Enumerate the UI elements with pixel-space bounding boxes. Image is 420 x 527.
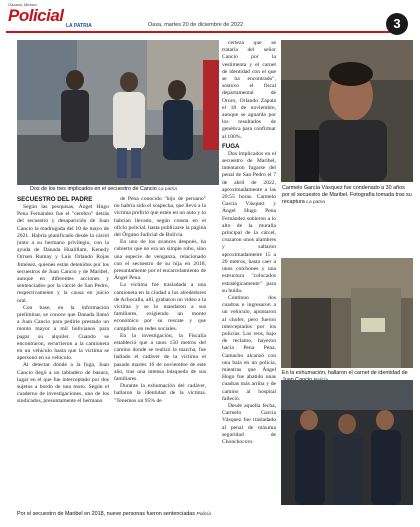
dateline: Oaxa, martes 20 de diciembre de 2022	[148, 22, 244, 28]
paragraph: certeza que se trataría del señor Cancio por la vestimenta y el carnet de identidad con el que se ha encontrado", sostuvo el fiscal departamental de Oruro, Orlando Zapata el 18 de noviembre, aunque se aguarda por los resultados de genética para confirmar al 100%.	[222, 40, 276, 140]
caption-text: Por el secuestro de Maribel en 2018, nueve personas fueron sentenciadas	[17, 511, 196, 517]
caption-bottom	[17, 511, 412, 518]
section-heading: SECUESTRO DEL PADRE	[17, 196, 93, 203]
caption-text: Carmelo García Vásquez fue condenado a 30 años por el secuestro de Maribel. Fotografía tomada tras su recaptura	[282, 185, 412, 205]
article-column-2	[114, 196, 206, 508]
paragraph: En uno de los avances después, ha cubierto que no era un simple robo, sino una especie de venganza, relacionado con el secuestro de su hija en 2018, presuntamente por el encarcelamiento de Ángel Pena.	[114, 239, 206, 282]
caption-text: En la exhumación, hallaron el carnet de identidad de	[282, 370, 408, 376]
caption-credit: La patria	[158, 187, 177, 192]
paragraph: Continuo dos cuadras e ingresaron a un vehículo, apuntaron al chofer, pero fueron interceptados por los policías. Los reos, bajo de reclamo, hayeron hacia Pena Pena. Camacho alcanzó con una bala en un policía, mientras que Ángel Hugo fue abatido unas cuadras más arriba y de camino al hospital falleció.	[222, 294, 276, 402]
caption-text: Dos de los tres implicados en el secuestro de Cancio	[30, 186, 157, 192]
caption-credit: Policía	[196, 512, 211, 517]
page-header	[0, 0, 420, 36]
photo-exhumation	[281, 258, 413, 368]
masthead-tagline: Oaxaca, Mexico	[8, 2, 37, 7]
paragraph: Desde aquella fecha, Carmelo García Vásquez fue trasladado al penal de máxima seguridad de Chonchocoro.	[222, 402, 276, 445]
header-rule	[6, 31, 390, 33]
photo-police-group	[281, 380, 413, 505]
page-number: 3	[386, 13, 408, 35]
paragraph: Durante la exhumación del cadáver, hallaron la identidad de la víctima. "Tenemos un 95% de	[114, 383, 206, 404]
paragraph: de Pena conocido "hijo de peruano" no habría sido el sospecha, que llevó a la víctima prefirió que estén en un auto y lo habrían llevado, según consta en el oficio policial, hasta publicarse la página del Órgano Judicial de Bolivia.	[114, 196, 206, 239]
article-column-3	[222, 40, 276, 508]
caption-credit: La patria	[306, 200, 325, 205]
masthead-subtitle: LA PATRIA	[66, 23, 92, 29]
paragraph: Dos implicados en el secuestro de Maribel, intentaron fugarse del penal de San Pedro el 7 de abril de 2022, aproximadamente a las 20:55 horas. Carmelo García Vásquez y Ángel Hugo Pena Fernández subieron a lo alto de la muralla principal de la cárcel, cruzaron unos alambres y saltaron aproximadamente 15 a 20 metros, hasta caer a unos colchones y una estructura "colocados estratégicamente" para su huida.	[222, 150, 276, 294]
caption-top-left	[30, 186, 220, 193]
section-heading: FUGA	[222, 142, 240, 150]
paragraph: Con base, en la información preliminar, se conoce que Danada llamó a Juan Cancio para pedirle prestado un monto mayor a mil bolivianos para pagar su alquiler. Cuando se encontraron, recurrieron a la camioneta en un vehículo hasta que la víctima se apersonó en su vehículo.	[17, 304, 109, 362]
article-column-1	[17, 196, 109, 508]
photo-detainee-portrait	[281, 40, 413, 182]
caption-right-top	[282, 185, 414, 206]
paragraph: Al detectar dónde a la fuga, Juan Cancio llegó a un tabladero de basura, lugar en el que fue interceptado por dos sujetos a bordo de una moto. Según el cuaderno de investigaciones, uno de los sindicados, presuntamente el hermano	[17, 362, 109, 405]
masthead-logo	[6, 2, 124, 34]
paragraph: La víctima fue trasladada a una camioneta en la ciudad a los alrededores de Achocalla, allí, grabaron un video a la víctima y se lo mandaron a sus familiares, exigiendo un monto económico por su rescate y que cumplirán en redes sociales.	[114, 282, 206, 332]
masthead-title: Policial	[8, 6, 64, 25]
paragraph: En la investigación, la Fiscalía estableció que a unos 150 metros del camino donde se realizó la marcha, fue hallado el cadáver de la víctima el pasado martes 16 de noviembre de este año, tras una intensa búsqueda de sus familiares.	[114, 332, 206, 383]
photo-arrest-street	[17, 40, 219, 185]
paragraph: Según las pesquisas, Ángel Hugo Pena Fernández fue el "cerebro" detrás del secuestro y desaparición de Juan Cancio la madrugada del 10 de mayo de 2021. Habría planificado desde la cárcel junto a su hermano privilegio, con la ayuda de Danada Hualillam, Kenedy Orrsen Rumay y Luis Orlando Rojas Jiménez, quienes están detenidos por los secuestros de Juan Cancio y de Maribel, aunque en diferentes acciones y sentenciados por la cárcel de San Pedro, respectivamente y la causa en juicio oral.	[17, 204, 109, 304]
